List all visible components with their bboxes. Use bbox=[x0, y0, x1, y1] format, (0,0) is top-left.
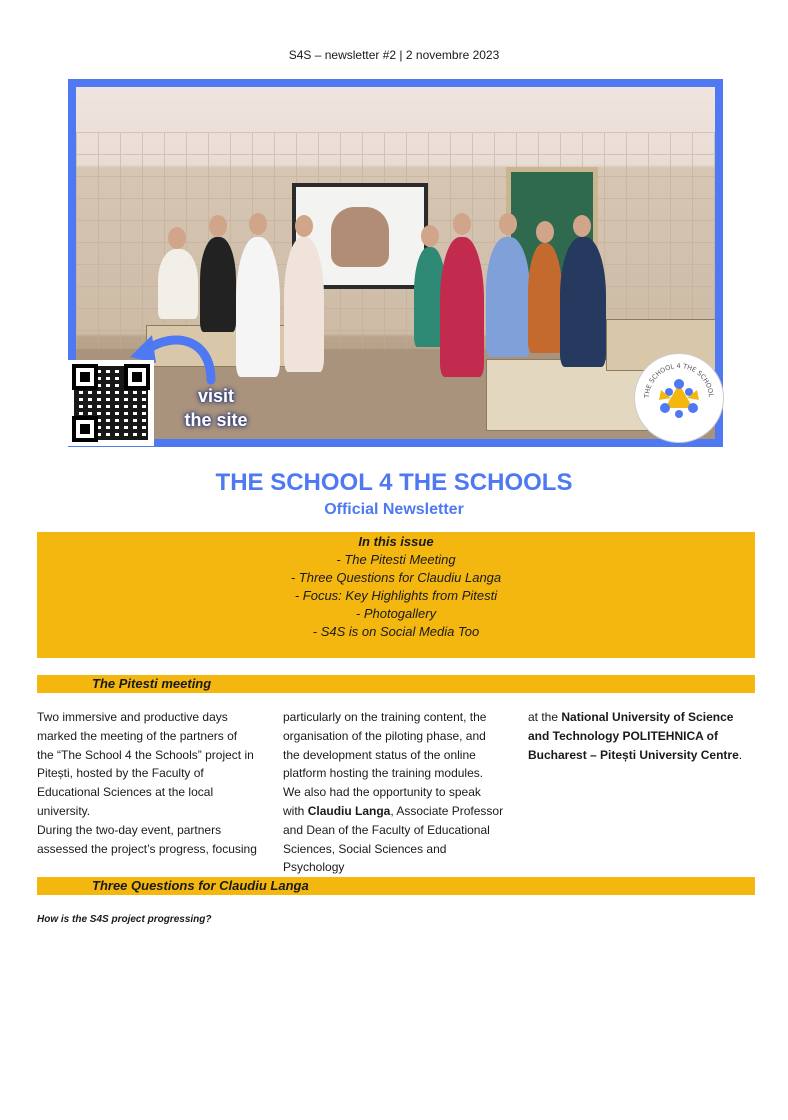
s4s-logo bbox=[634, 353, 724, 443]
issue-item: - S4S is on Social Media Too bbox=[312, 624, 480, 639]
article-column-2: particularly on the training content, the organisation of the piloting phase, and the development status of the online platform hosting the training modules. We also had the opportunity to speak with Claudiu Langa, Associate Professor and Dean of the Faculty of Educational Sciences, Social Sciences and Psychology bbox=[283, 710, 504, 875]
svg-text:THE SCHOOL 4 THE SCHOOLS: THE SCHOOL 4 THE SCHOOL bbox=[642, 361, 716, 399]
newsletter-header: S4S – newsletter #2 | 2 novembre 2023 bbox=[288, 48, 500, 62]
issue-item: - The Pitesti Meeting bbox=[336, 552, 456, 567]
person-name: Claudiu Langa bbox=[307, 803, 391, 818]
in-this-issue-heading: In this issue bbox=[358, 534, 434, 549]
group-photo bbox=[76, 87, 715, 439]
page-title: THE SCHOOL 4 THE SCHOOLS bbox=[215, 469, 573, 496]
s4s-logo-icon bbox=[635, 354, 723, 442]
issue-item: - Three Questions for Claudiu Langa bbox=[290, 570, 502, 585]
issue-item: - Photogallery bbox=[355, 606, 437, 621]
interview-question: How is the S4S project progressing? bbox=[37, 914, 212, 925]
qr-code[interactable] bbox=[68, 360, 154, 446]
article-column-1: Two immersive and productive days marked the meeting of the partners of the “The School 4 the Schools” project in Pitești, hosted by the Faculty of Educational Sciences at the local university. During the two-day event, partners assessed the project’s progress, focusing bbox=[37, 710, 257, 856]
hero-photo-frame bbox=[68, 79, 723, 447]
page-subtitle: Official Newsletter bbox=[324, 501, 464, 518]
section-bar-pitesti bbox=[37, 675, 755, 693]
section-heading: The Pitesti meeting bbox=[92, 676, 212, 691]
issue-item: - Focus: Key Highlights from Pitesti bbox=[294, 588, 498, 603]
article-column-3: at the National University of Science and Technology POLITEHNICA of Bucharest – Pitești University Centre. bbox=[528, 710, 743, 762]
section-heading: Three Questions for Claudiu Langa bbox=[92, 878, 309, 893]
in-this-issue-box bbox=[37, 532, 755, 658]
visit-site-label[interactable]: visit the site bbox=[184, 386, 248, 430]
section-bar-questions bbox=[37, 877, 755, 895]
